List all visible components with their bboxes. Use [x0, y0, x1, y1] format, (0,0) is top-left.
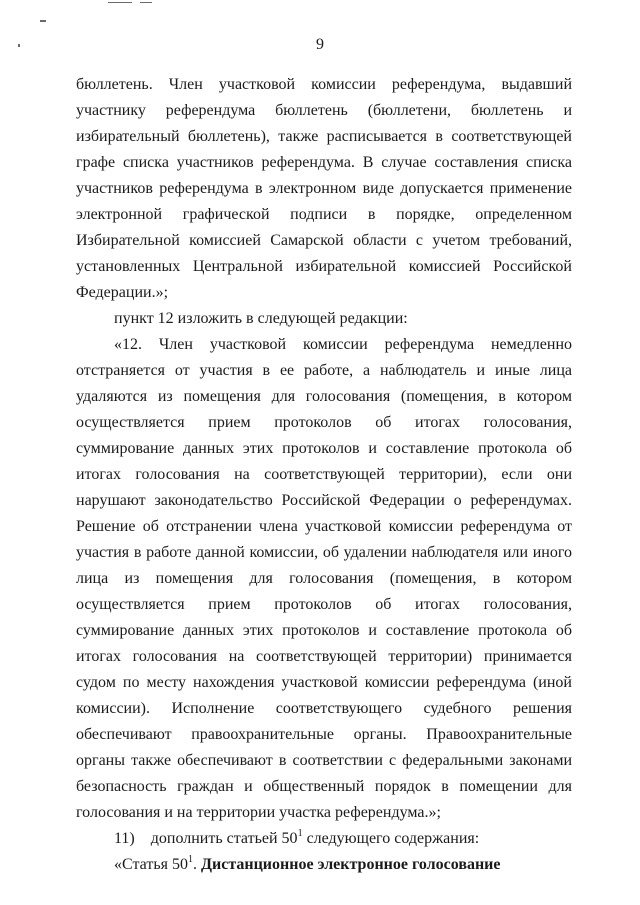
article-heading: «Статья $50^1$. Дистанционное электронное голосование — [114, 853, 501, 873]
paragraph — [76, 826, 572, 852]
page-number: 9 — [316, 36, 324, 53]
paragraph-prefix: 11) дополнить статьей 50 — [114, 830, 298, 847]
article-heading-prefix: «Статья 50 — [114, 856, 188, 873]
paragraph: «12. Член участковой комиссии референдума немедленно отстраняется от участия в ее работе, а наблюдатель и иные лица удаляются из помещения для голосования (помещения, в котором осуществляется прием протоколов об итогах голосования, суммирование данных этих протоколов и составление протокола об итогах голосования на соответствующей территории), если они нарушают законодательство Российской Федерации о референдумах. Решение об отстранении члена участковой комиссии референдума от участия в работе данной комиссии, об удалении наблюдателя или иного лица из помещения для голосования (помещения, в котором осуществляется прием протоколов об итогах голосования, суммирование данных этих протоколов и составление протокола об итогах голосования на соответствующей территории) принимается судом по месту нахождения участковой комиссии референдума (иной комиссии). Исполнение соответствующего судебного решения обеспечивают правоохранительные органы. Правоохранительные органы также обеспечивают в соответствии с федеральными законами безопасность граждан и общественный порядок в помещении для голосования и на территории участка референдума.»; — [76, 336, 572, 821]
scan-artifact-mark — [40, 20, 46, 22]
paragraph-suffix: следующего содержания: — [302, 830, 480, 847]
document-body — [76, 72, 572, 878]
superscript: 1 — [187, 853, 193, 865]
superscript: 1 — [297, 827, 303, 839]
paragraph: бюллетень. Член участковой комиссии референдума, выдавший участнику референдума бюллетень (бюллетени, бюллетень и избирательный бюллетень), также расписывается в соответствующей графе списка участников референдума. В случае составления списка участников референдума в электронном виде допускается применение электронной графической подписи в порядке, определенном Избирательной комиссией Самарской области с учетом требований, установленных Центральной избирательной комиссией Российской Федерации.»; — [76, 76, 572, 301]
article-heading-title: Дистанционное электронное голосование — [200, 856, 501, 873]
paragraph: пункт 12 изложить в следующей редакции: — [114, 310, 408, 327]
scan-artifact-mark — [140, 2, 152, 3]
scan-artifact-mark — [108, 2, 132, 3]
